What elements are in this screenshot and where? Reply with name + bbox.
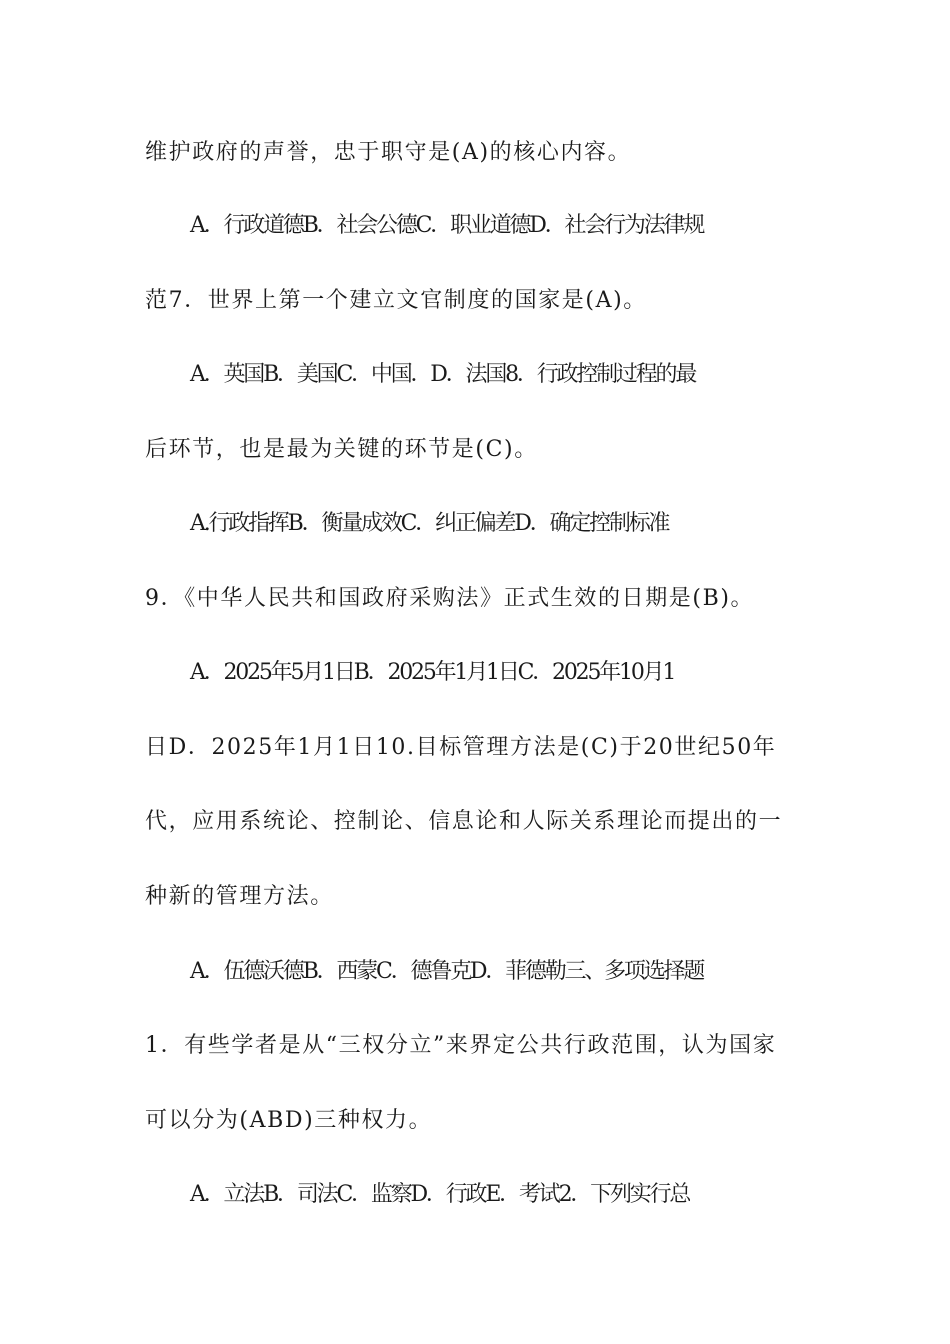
text-line-12: A．伍德沃德B．西蒙C．德鲁克D．菲德勒三、多项选择题 [190, 959, 704, 984]
text-line-1: 维护政府的声誉，忠于职守是(A)的核心内容。 [145, 140, 632, 165]
text-line-9: 日D．2025年1月1日10.目标管理方法是(C)于20世纪50年 [145, 735, 777, 760]
text-line-7: 9．《中华人民共和国政府采购法》正式生效的日期是(B)。 [145, 586, 755, 611]
text-line-8: A．2025年5月1日B．2025年1月1日C．2025年10月1 [190, 660, 675, 685]
text-line-10: 代，应用系统论、控制论、信息论和人际关系理论而提出的一 [145, 809, 783, 834]
text-line-13: 1．有些学者是从“三权分立”来界定公共行政范围，认为国家 [145, 1033, 777, 1058]
text-line-4: A．英国B．美国C．中国．D．法国8．行政控制过程的最 [190, 362, 696, 387]
text-line-3: 范7．世界上第一个建立文官制度的国家是(A)。 [145, 288, 647, 313]
text-line-2: A．行政道德B．社会公德C．职业道德D．社会行为法律规 [190, 213, 704, 238]
text-line-11: 种新的管理方法。 [145, 884, 334, 909]
text-line-15: A．立法B．司法C．监察D．行政E．考试2．下列实行总 [190, 1182, 690, 1207]
text-line-5: 后环节，也是最为关键的环节是(C)。 [145, 437, 538, 462]
text-line-14: 可以分为(ABD)三种权力。 [145, 1108, 433, 1133]
text-line-6: A.行政指挥B．衡量成效C．纠正偏差D．确定控制标准 [190, 511, 669, 536]
